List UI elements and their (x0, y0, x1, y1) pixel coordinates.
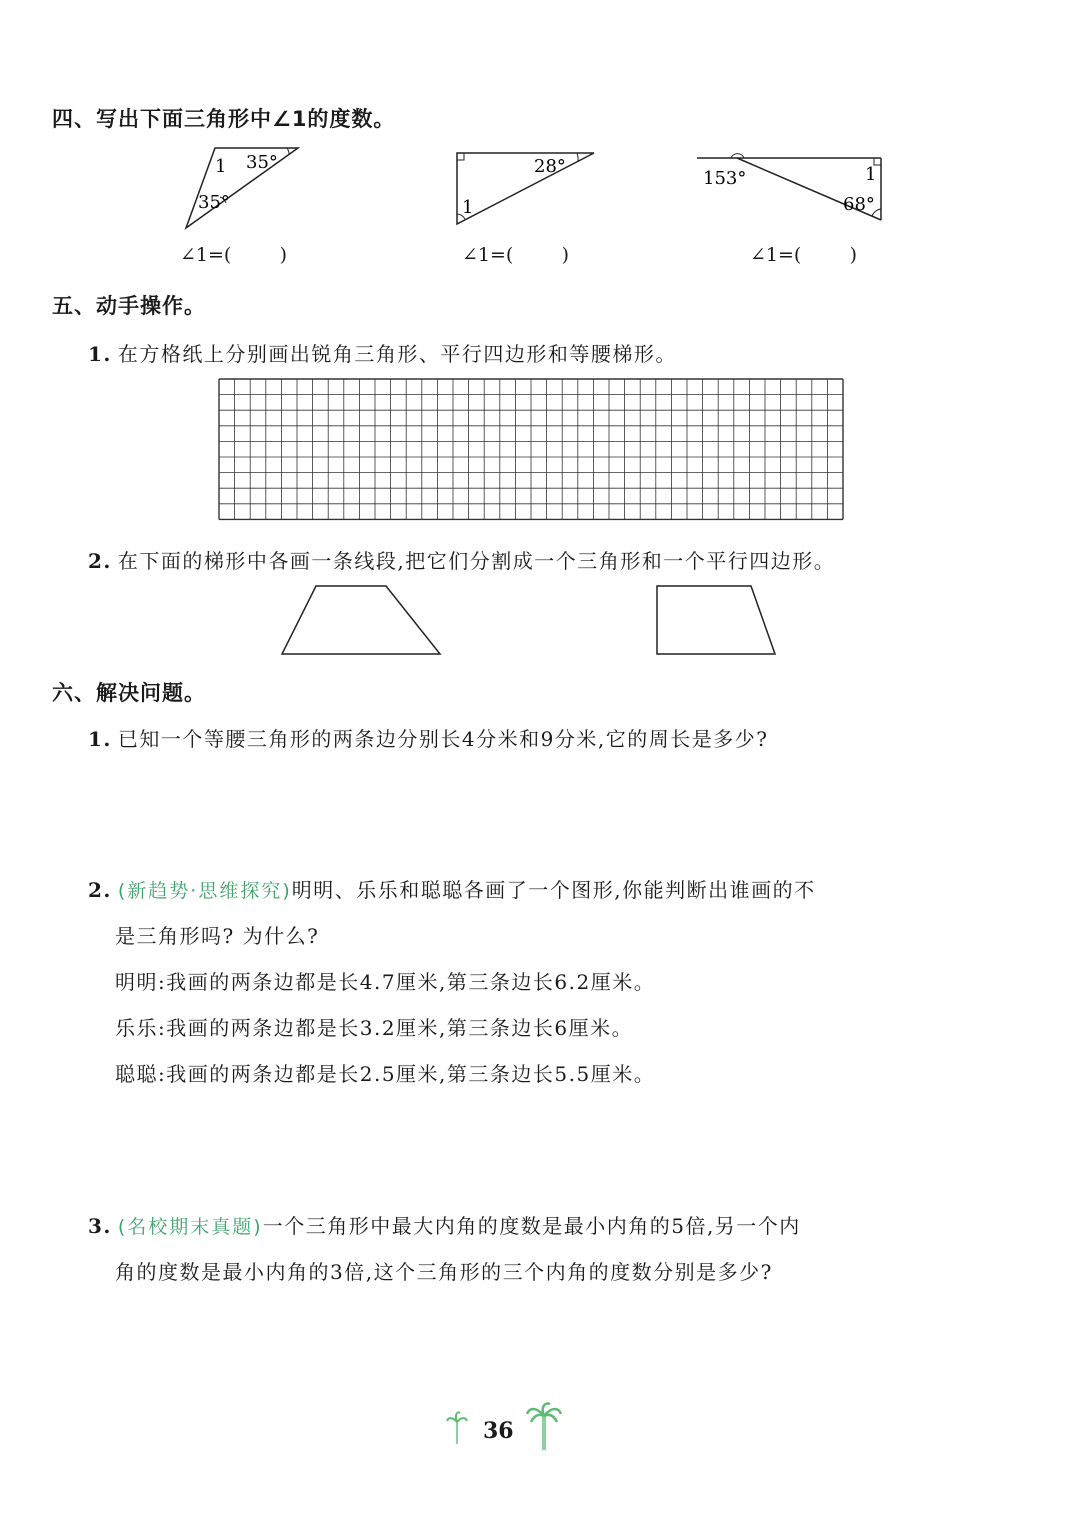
s6-question-3: 3. (名校期末真题)一个三角形中最大内角的度数是最小内角的5倍,另一个内 (88, 1214, 801, 1238)
question-tag: (名校期末真题) (117, 1216, 263, 1238)
s6-question-3-line2: 角的度数是最小内角的3倍,这个三角形的三个内角的度数分别是多少? (115, 1260, 773, 1284)
s5-question-2: 2. 在下面的梯形中各画一条线段,把它们分割成一个三角形和一个平行四边形。 (88, 549, 836, 573)
section-5-title: 五、动手操作。 (52, 294, 206, 318)
fig2-angle-label: 1 (462, 197, 474, 218)
s5-question-1: 1. 在方格纸上分别画出锐角三角形、平行四边形和等腰梯形。 (88, 342, 677, 366)
s6-question-2-line2: 是三角形吗? 为什么? (115, 924, 320, 948)
fig1-top-angle: 35° (246, 152, 278, 173)
fig1-angle-label: 1 (215, 156, 227, 177)
fig1-answer-blank[interactable]: ∠1=( ) (180, 244, 288, 266)
fig3-bottom-angle: 68° (843, 194, 875, 215)
palm-tree-icon (526, 1402, 562, 1452)
trapezoid-1[interactable] (280, 584, 445, 658)
s6-question-2: 2. (新趋势·思维探究)明明、乐乐和聪聪各画了一个图形,你能判断出谁画的不 (88, 878, 816, 902)
fig2-answer-blank[interactable]: ∠1=( ) (462, 244, 570, 266)
trapezoid-2[interactable] (655, 584, 780, 658)
section-6-title: 六、解决问题。 (52, 681, 206, 705)
fig3-answer-blank[interactable]: ∠1=( ) (750, 244, 858, 266)
grid-paper[interactable] (218, 378, 844, 524)
mingming-statement: 明明:我画的两条边都是长4.7厘米,第三条边长6.2厘米。 (115, 970, 656, 994)
congcong-statement: 聪聪:我画的两条边都是长2.5厘米,第三条边长5.5厘米。 (115, 1062, 656, 1086)
section-4-title: 四、写出下面三角形中∠1的度数。 (52, 107, 396, 131)
s6-question-1: 1. 已知一个等腰三角形的两条边分别长4分米和9分米,它的周长是多少? (88, 727, 769, 751)
question-tag: (新趋势·思维探究) (117, 880, 292, 902)
fig3-outer-angle: 153° (703, 168, 747, 189)
fig3-angle-label: 1 (865, 164, 877, 185)
fig1-bottom-angle: 35° (198, 192, 230, 213)
fig2-top-angle: 28° (534, 156, 566, 177)
triangle-figure-1 (180, 142, 305, 232)
lele-statement: 乐乐:我画的两条边都是长3.2厘米,第三条边长6厘米。 (115, 1016, 634, 1040)
triangle-figure-2 (452, 148, 600, 230)
page-number: 36 (483, 1418, 514, 1444)
triangle-figure-3 (695, 150, 890, 230)
palm-tree-icon (446, 1410, 468, 1446)
